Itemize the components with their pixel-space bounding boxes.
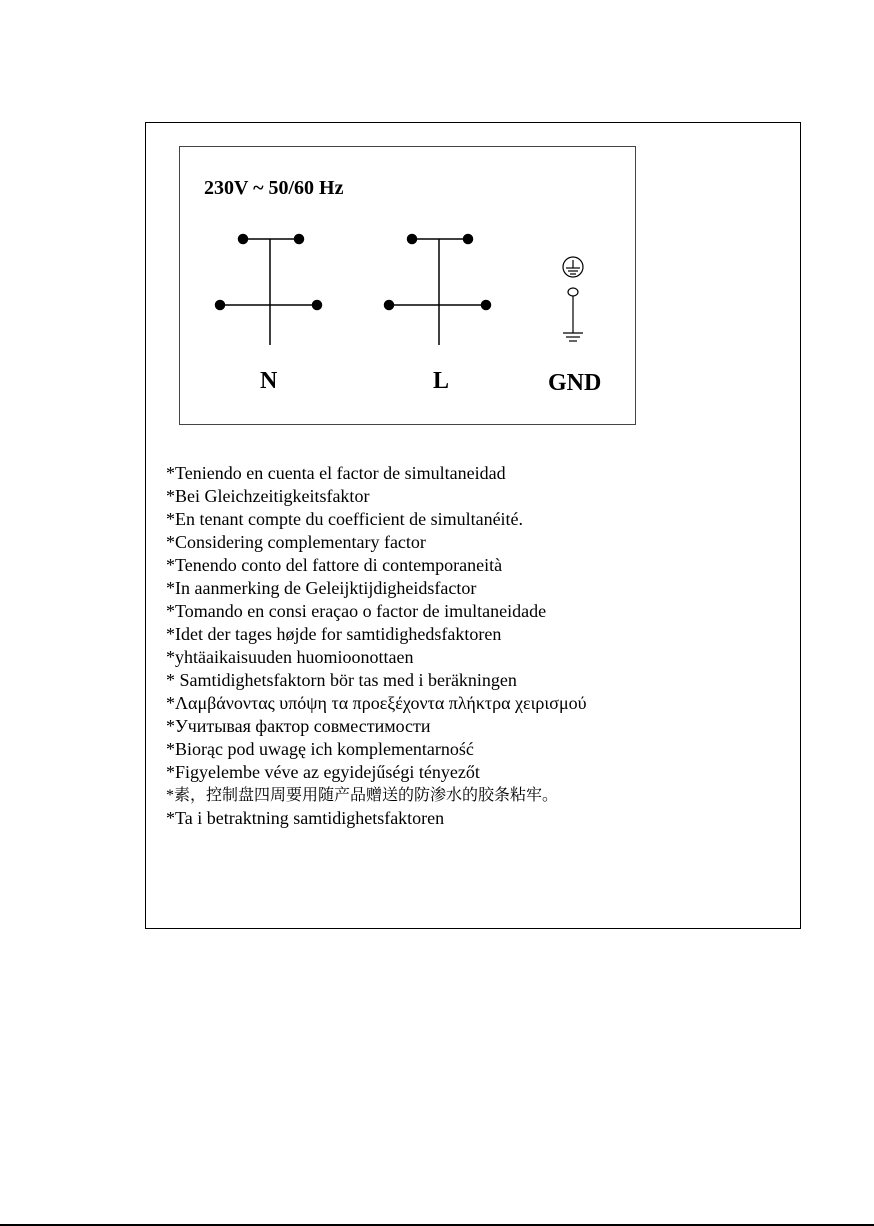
terminal-neutral <box>216 235 322 346</box>
neutral-contact <box>216 301 225 310</box>
note-dutch: *In aanmerking de Geleijktijdigheidsfactor <box>166 578 477 598</box>
terminal-line <box>385 235 491 346</box>
note-polish: *Biorąc pod uwagę ich komplementarność <box>166 739 474 759</box>
note-spanish: *Teniendo en cuenta el factor de simultaneidad <box>166 463 506 483</box>
note-italian: *Tenendo conto del fattore di contemporaneità <box>166 555 503 575</box>
line-label: L <box>433 368 450 394</box>
supply-voltage-label: 230V ~ 50/60 Hz <box>204 177 344 199</box>
ground-label: GND <box>548 370 602 396</box>
neutral-contact <box>313 301 322 310</box>
line-contact <box>385 301 394 310</box>
note-hungarian: *Figyelembe véve az egyidejűségi tényezőt <box>166 762 480 782</box>
note-finnish: *yhtäaikaisuuden huomioonottaen <box>166 647 414 667</box>
neutral-label: N <box>260 368 278 394</box>
note-french: *En tenant compte du coefficient de simultanéité. <box>166 509 524 529</box>
neutral-contact <box>295 235 304 244</box>
line-contact <box>464 235 473 244</box>
line-contact <box>408 235 417 244</box>
multilingual-notes <box>166 462 587 830</box>
neutral-contact <box>239 235 248 244</box>
line-contact <box>482 301 491 310</box>
note-portuguese: *Tomando en consi eraçao o factor de imultaneidade <box>166 601 547 621</box>
earth-ground-icon <box>563 257 583 341</box>
note-german: *Bei Gleichzeitigkeitsfaktor <box>166 486 370 506</box>
note-norwegian: *Ta i betraktning samtidighetsfaktoren <box>166 808 445 828</box>
note-russian: *Учитывая фактор совместимости <box>166 716 431 736</box>
note-english: *Considering complementary factor <box>166 532 426 552</box>
note-chinese: *素，控制盘四周要用随产品赠送的防渗水的胶条粘牢。 <box>166 787 559 804</box>
note-swedish: * Samtidighetsfaktorn bör tas med i beräkningen <box>166 670 517 690</box>
note-greek: *Λαμβάνοντας υπόψη τα προεξέχοντα πλήκτρα χειρισμού <box>166 693 587 713</box>
note-danish: *Idet der tages højde for samtidighedsfaktoren <box>166 624 502 644</box>
